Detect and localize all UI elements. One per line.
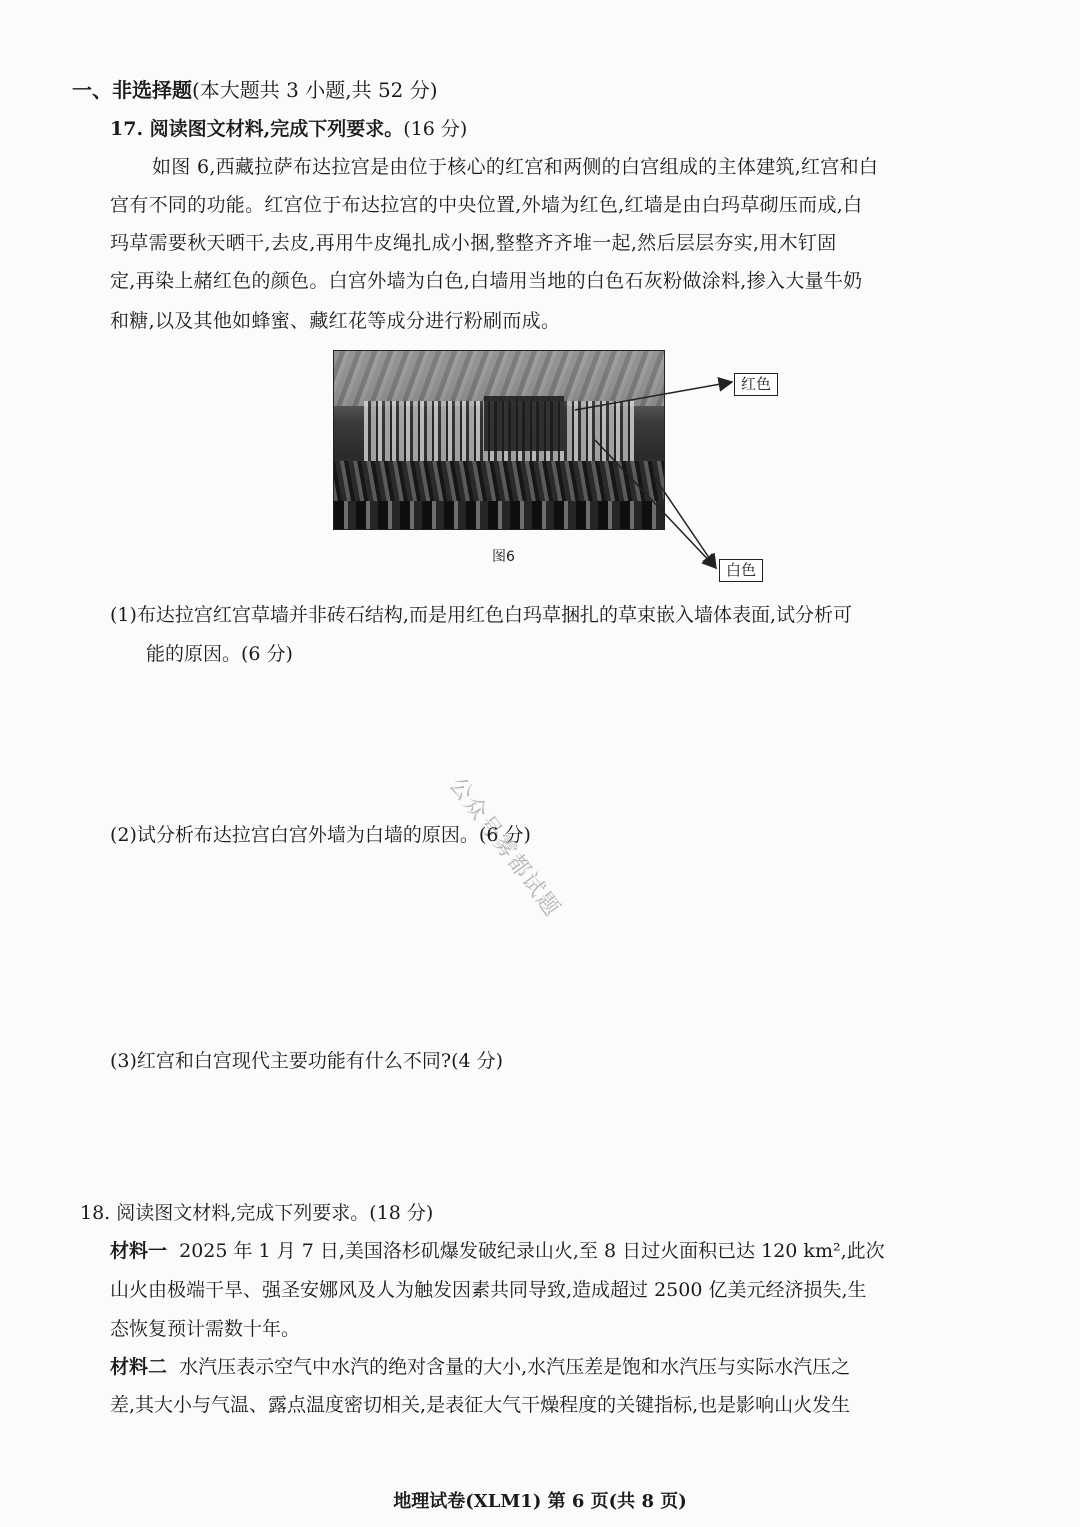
section-title: 一、非选择题 [72,78,192,102]
q18-material-1-label: 材料一 [110,1240,168,1262]
label-white: 白色 [719,559,763,582]
page-footer: 地理试卷(XLM1) 第 6 页(共 8 页) [393,1491,687,1512]
q18-material-2-label: 材料二 [110,1356,168,1378]
q17-paragraph-line-3: 玛草需要秋天晒干,去皮,再用牛皮绳扎成小捆,整整齐齐堆一起,然后层层夯实,用木钉固 [110,232,837,254]
q17-sub3: (3)红宫和白宫现代主要功能有什么不同?(4 分) [110,1050,504,1072]
q18-material-1-text: 2025 年 1 月 7 日,美国洛杉矶爆发破纪录山火,至 8 日过火面积已达 120 km²,此次 [179,1240,885,1262]
q17-paragraph-line-2: 宫有不同的功能。红宫位于布达拉宫的中央位置,外墙为红色,红墙是由白玛草砌压而成,白 [110,194,863,216]
question-18-title: 18. 阅读图文材料,完成下列要求。(18 分) [80,1202,434,1224]
q17-points: (16 分) [403,118,468,140]
q18-material-2-line-2: 差,其大小与气温、露点温度密切相关,是表征大气干燥程度的关键指标,也是影响山火发生 [110,1394,851,1416]
label-red: 红色 [734,373,778,396]
q18-material-1-line-2: 山火由极端干旱、强圣安娜风及人为触发因素共同导致,造成超过 2500 亿美元经济损失,生 [110,1279,867,1301]
q17-sub2: (2)试分析布达拉宫白宫外墙为白墙的原因。(6 分) [110,824,531,846]
q18-material-2-text: 水汽压表示空气中水汽的绝对含量的大小,水汽压差是饱和水汽压与实际水汽压之 [179,1356,851,1378]
q18-material-1-line-3: 态恢复预计需数十年。 [110,1318,301,1340]
q17-paragraph-line-5: 和糖,以及其他如蜂蜜、藏红花等成分进行粉刷而成。 [110,310,561,332]
watermark: 公众号雾都试题 [444,773,566,923]
q17-sub1-line-1: (1)布达拉宫红宫草墙并非砖石结构,而是用红色白玛草捆扎的草束嵌入墙体表面,试分析可 [110,604,852,626]
q18-material-2-line-1 [110,1358,850,1377]
q17-paragraph-line-1: 如图 6,西藏拉萨布达拉宫是由位于核心的红宫和两侧的白宫组成的主体建筑,红宫和白 [152,156,879,178]
q17-paragraph-line-4: 定,再染上赭红色的颜色。白宫外墙为白色,白墙用当地的白色石灰粉做涂料,掺入大量牛奶 [110,270,863,292]
q17-title-text: 17. 阅读图文材料,完成下列要求。 [110,118,404,140]
q18-material-1-line-1 [110,1242,885,1261]
figure-caption: 图6 [492,549,515,565]
section-subtitle: (本大题共 3 小题,共 52 分) [192,78,438,102]
q17-sub1-line-2: 能的原因。(6 分) [146,643,293,665]
